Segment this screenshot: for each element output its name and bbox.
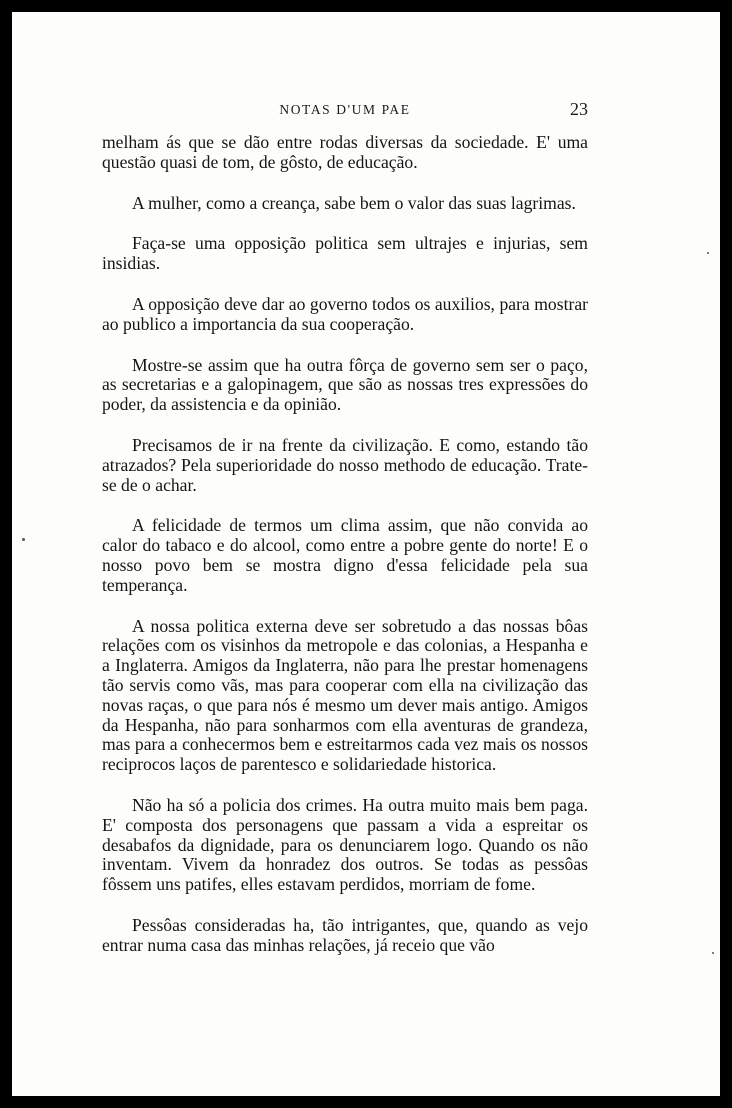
paragraph: A opposição deve dar ao governo todos os auxilios, para mostrar ao publico a importancia da sua cooperação. xyxy=(102,293,588,334)
paragraph: Pessôas consideradas ha, tão intrigantes, que, quando as vejo entrar numa casa das minhas relações, já receio que vão xyxy=(102,914,588,955)
scan-speck xyxy=(712,952,714,954)
paragraph: Não ha só a policia dos crimes. Ha outra muito mais bem paga. E' composta dos personagens que passam a vida a espreitar os desabafos da dignidade, para os denunciarem logo. Quando os não inventam. Vivem da honradez dos outros. Se todas as pessôas fôssem uns patifes, elles estavam perdidos, morriam de fome. xyxy=(102,794,588,895)
paragraph: melham ás que se dão entre rodas diversas da sociedade. E' uma questão quasi de tom, de gôsto, de educação. xyxy=(102,132,588,172)
paragraph: A mulher, como a creança, sabe bem o valor das suas lagrimas. xyxy=(132,192,576,213)
scan-speck xyxy=(22,538,25,541)
paragraph: Faça-se uma opposição politica sem ultrajes e injurias, sem insidias. xyxy=(102,233,588,274)
page-number: 23 xyxy=(570,99,588,119)
page-header xyxy=(102,99,588,123)
paragraph: Precisamos de ir na frente da civilização. E como, estando tão atrazados? Pela superioridade do nosso methodo de educação. Trate-se de o achar. xyxy=(102,434,588,495)
running-title: NOTAS D'UM PAE xyxy=(279,102,411,117)
paragraph: A nossa politica externa deve ser sobretudo a das nossas bôas relações com os visinhos da metropole e das colonias, a Hespanha e a Inglaterra. Amigos da Inglaterra, não para lhe prestar homenagens tão servis como vãs, mas para cooperar com ella na civilização das novas raças, o que para nós é mesmo um dever mais antigo. Amigos da Hespanha, não para sonharmos com ella aventuras de grandeza, mas para a conhecermos bem e estreitarmos cada vez mais os nossos reciprocos laços de parentesco e solidariedade historica. xyxy=(102,615,588,775)
body-text xyxy=(102,133,588,956)
scan-speck xyxy=(707,252,709,254)
book-page xyxy=(12,12,720,1096)
paragraph: Mostre-se assim que ha outra fôrça de governo sem ser o paço, as secretarias e a galopinagem, que são as nossas tres expressões do poder, da assistencia e da opinião. xyxy=(102,354,588,415)
paragraph: A felicidade de termos um clima assim, que não convida ao calor do tabaco e do alcool, como entre a pobre gente do norte! E o nosso povo bem se mostra digno d'essa felicidade pela sua temperança. xyxy=(102,515,588,595)
